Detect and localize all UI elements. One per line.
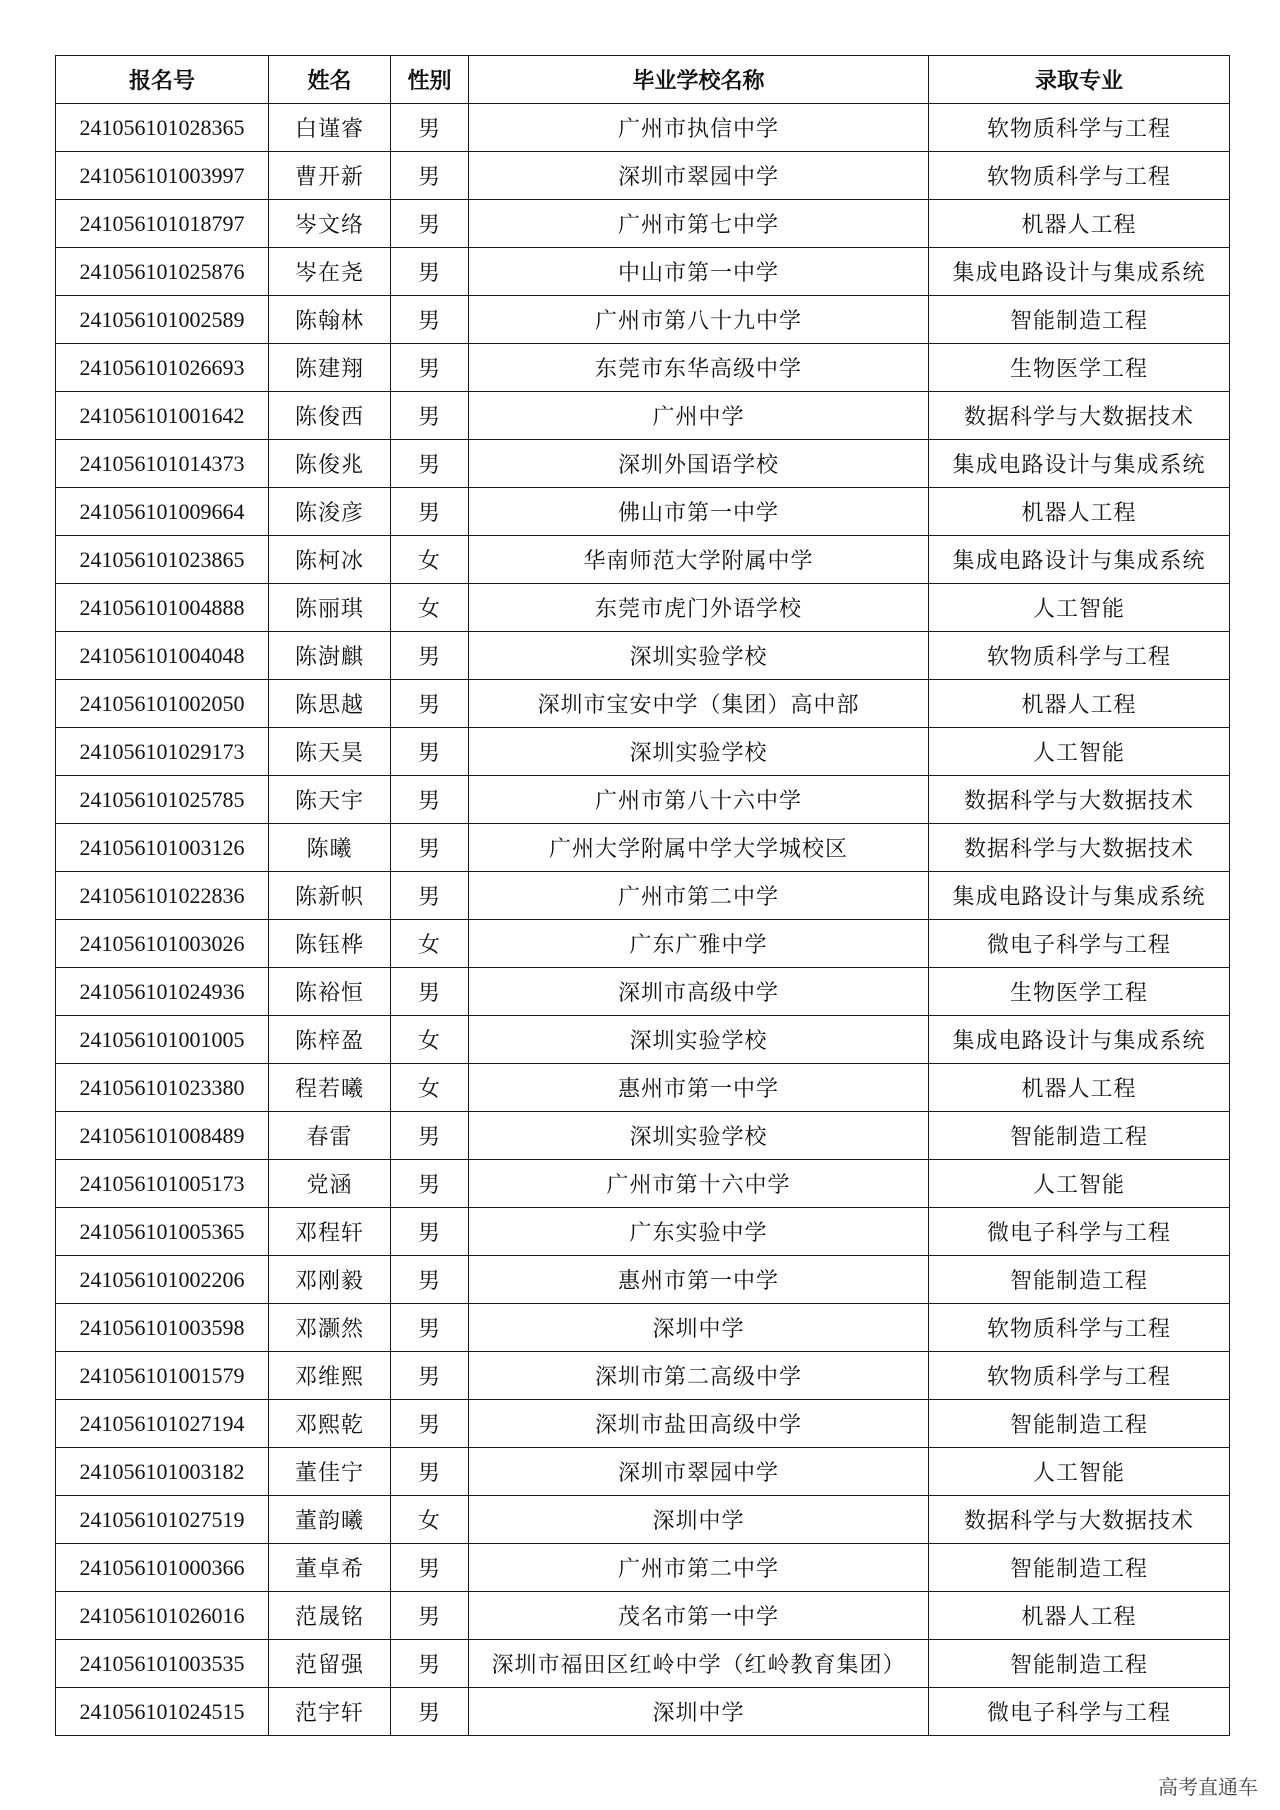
name-cell: 董卓希 [269, 1544, 391, 1592]
name-cell: 邓熙乾 [269, 1400, 391, 1448]
school-cell: 东莞市东华高级中学 [469, 344, 929, 392]
school-cell: 广州市第二中学 [469, 1544, 929, 1592]
gender-cell: 男 [391, 440, 469, 488]
school-cell: 深圳市翠园中学 [469, 152, 929, 200]
name-cell: 陈思越 [269, 680, 391, 728]
gender-cell: 男 [391, 1544, 469, 1592]
table-row [56, 632, 1230, 680]
major-cell: 数据科学与大数据技术 [929, 1496, 1230, 1544]
name-cell: 白谨睿 [269, 104, 391, 152]
registration-number-cell: 241056101002206 [56, 1256, 269, 1304]
registration-number-cell: 241056101029173 [56, 728, 269, 776]
registration-number-cell: 241056101023865 [56, 536, 269, 584]
gender-cell: 男 [391, 200, 469, 248]
table-row [56, 680, 1230, 728]
major-cell: 软物质科学与工程 [929, 1352, 1230, 1400]
gender-cell: 男 [391, 968, 469, 1016]
gender-cell: 女 [391, 536, 469, 584]
school-cell: 东莞市虎门外语学校 [469, 584, 929, 632]
major-cell: 人工智能 [929, 1448, 1230, 1496]
school-cell: 深圳市高级中学 [469, 968, 929, 1016]
school-cell: 深圳中学 [469, 1688, 929, 1736]
major-cell: 集成电路设计与集成系统 [929, 248, 1230, 296]
table-header-row [56, 56, 1230, 104]
school-cell: 华南师范大学附属中学 [469, 536, 929, 584]
name-cell: 陈梓盈 [269, 1016, 391, 1064]
major-cell: 集成电路设计与集成系统 [929, 1016, 1230, 1064]
gender-cell: 男 [391, 872, 469, 920]
school-cell: 广州市第二中学 [469, 872, 929, 920]
school-cell: 惠州市第一中学 [469, 1256, 929, 1304]
gender-cell: 男 [391, 392, 469, 440]
table-row [56, 1064, 1230, 1112]
school-cell: 广州大学附属中学大学城校区 [469, 824, 929, 872]
table-row [56, 1256, 1230, 1304]
gender-cell: 男 [391, 1352, 469, 1400]
registration-number-cell: 241056101005365 [56, 1208, 269, 1256]
registration-number-cell: 241056101003598 [56, 1304, 269, 1352]
gender-cell: 男 [391, 632, 469, 680]
school-cell: 中山市第一中学 [469, 248, 929, 296]
school-cell: 深圳市翠园中学 [469, 1448, 929, 1496]
registration-number-cell: 241056101003126 [56, 824, 269, 872]
school-cell: 佛山市第一中学 [469, 488, 929, 536]
school-cell: 深圳实验学校 [469, 728, 929, 776]
major-cell: 集成电路设计与集成系统 [929, 872, 1230, 920]
table-row [56, 248, 1230, 296]
major-cell: 智能制造工程 [929, 296, 1230, 344]
table-row [56, 1496, 1230, 1544]
name-cell: 程若曦 [269, 1064, 391, 1112]
admission-table [55, 55, 1230, 1736]
registration-number-cell: 241056101027194 [56, 1400, 269, 1448]
table-row [56, 1640, 1230, 1688]
gender-cell: 男 [391, 1400, 469, 1448]
major-cell: 机器人工程 [929, 1592, 1230, 1640]
table-row [56, 344, 1230, 392]
school-cell: 深圳实验学校 [469, 632, 929, 680]
school-cell: 深圳市第二高级中学 [469, 1352, 929, 1400]
table-row [56, 1592, 1230, 1640]
school-cell: 深圳市盐田高级中学 [469, 1400, 929, 1448]
name-cell: 范晟铭 [269, 1592, 391, 1640]
major-cell: 智能制造工程 [929, 1640, 1230, 1688]
major-cell: 生物医学工程 [929, 968, 1230, 1016]
major-cell: 智能制造工程 [929, 1112, 1230, 1160]
registration-number-cell: 241056101014373 [56, 440, 269, 488]
registration-number-cell: 241056101003026 [56, 920, 269, 968]
name-cell: 范留强 [269, 1640, 391, 1688]
header-school: 毕业学校名称 [469, 56, 929, 104]
school-cell: 深圳中学 [469, 1496, 929, 1544]
name-cell: 邓程轩 [269, 1208, 391, 1256]
major-cell: 生物医学工程 [929, 344, 1230, 392]
table-row [56, 1016, 1230, 1064]
school-cell: 深圳市宝安中学（集团）高中部 [469, 680, 929, 728]
table-row [56, 536, 1230, 584]
table-row [56, 104, 1230, 152]
school-cell: 广州市执信中学 [469, 104, 929, 152]
gender-cell: 女 [391, 920, 469, 968]
table-row [56, 920, 1230, 968]
name-cell: 岑文络 [269, 200, 391, 248]
major-cell: 微电子科学与工程 [929, 920, 1230, 968]
major-cell: 人工智能 [929, 1160, 1230, 1208]
name-cell: 岑在尧 [269, 248, 391, 296]
gender-cell: 男 [391, 1160, 469, 1208]
table-row [56, 296, 1230, 344]
registration-number-cell: 241056101027519 [56, 1496, 269, 1544]
name-cell: 陈柯冰 [269, 536, 391, 584]
table-row [56, 968, 1230, 1016]
gender-cell: 男 [391, 824, 469, 872]
registration-number-cell: 241056101004048 [56, 632, 269, 680]
header-gender: 性别 [391, 56, 469, 104]
table-row [56, 1160, 1230, 1208]
major-cell: 软物质科学与工程 [929, 152, 1230, 200]
table-row [56, 440, 1230, 488]
name-cell: 陈澍麒 [269, 632, 391, 680]
school-cell: 深圳中学 [469, 1304, 929, 1352]
school-cell: 深圳实验学校 [469, 1016, 929, 1064]
table-row [56, 1112, 1230, 1160]
name-cell: 陈建翔 [269, 344, 391, 392]
school-cell: 惠州市第一中学 [469, 1064, 929, 1112]
major-cell: 智能制造工程 [929, 1400, 1230, 1448]
major-cell: 人工智能 [929, 728, 1230, 776]
major-cell: 人工智能 [929, 584, 1230, 632]
table-row [56, 1352, 1230, 1400]
table-row [56, 200, 1230, 248]
name-cell: 陈俊西 [269, 392, 391, 440]
major-cell: 软物质科学与工程 [929, 632, 1230, 680]
name-cell: 陈裕恒 [269, 968, 391, 1016]
table-row [56, 1400, 1230, 1448]
name-cell: 范宇轩 [269, 1688, 391, 1736]
name-cell: 春雷 [269, 1112, 391, 1160]
gender-cell: 女 [391, 1496, 469, 1544]
gender-cell: 男 [391, 776, 469, 824]
gender-cell: 男 [391, 1688, 469, 1736]
table-row [56, 1448, 1230, 1496]
registration-number-cell: 241056101001642 [56, 392, 269, 440]
registration-number-cell: 241056101025876 [56, 248, 269, 296]
table-row [56, 1688, 1230, 1736]
school-cell: 深圳市福田区红岭中学（红岭教育集团） [469, 1640, 929, 1688]
school-cell: 广州市第八十六中学 [469, 776, 929, 824]
major-cell: 机器人工程 [929, 200, 1230, 248]
header-major: 录取专业 [929, 56, 1230, 104]
name-cell: 陈天宇 [269, 776, 391, 824]
name-cell: 陈丽琪 [269, 584, 391, 632]
registration-number-cell: 241056101000366 [56, 1544, 269, 1592]
name-cell: 陈曦 [269, 824, 391, 872]
school-cell: 广东广雅中学 [469, 920, 929, 968]
table-row [56, 488, 1230, 536]
name-cell: 董韵曦 [269, 1496, 391, 1544]
header-registration-number: 报名号 [56, 56, 269, 104]
name-cell: 邓刚毅 [269, 1256, 391, 1304]
major-cell: 智能制造工程 [929, 1256, 1230, 1304]
major-cell: 软物质科学与工程 [929, 104, 1230, 152]
watermark-text: 高考直通车 [1158, 1775, 1258, 1799]
registration-number-cell: 241056101009664 [56, 488, 269, 536]
gender-cell: 男 [391, 248, 469, 296]
school-cell: 广州市第十六中学 [469, 1160, 929, 1208]
registration-number-cell: 241056101008489 [56, 1112, 269, 1160]
gender-cell: 男 [391, 728, 469, 776]
gender-cell: 男 [391, 1112, 469, 1160]
name-cell: 曹开新 [269, 152, 391, 200]
name-cell: 陈翰林 [269, 296, 391, 344]
table-row [56, 1544, 1230, 1592]
gender-cell: 女 [391, 584, 469, 632]
school-cell: 广东实验中学 [469, 1208, 929, 1256]
major-cell: 微电子科学与工程 [929, 1688, 1230, 1736]
table-row [56, 872, 1230, 920]
registration-number-cell: 241056101001005 [56, 1016, 269, 1064]
gender-cell: 男 [391, 104, 469, 152]
table-row [56, 776, 1230, 824]
school-cell: 广州中学 [469, 392, 929, 440]
school-cell: 深圳实验学校 [469, 1112, 929, 1160]
registration-number-cell: 241056101023380 [56, 1064, 269, 1112]
major-cell: 微电子科学与工程 [929, 1208, 1230, 1256]
registration-number-cell: 241056101024936 [56, 968, 269, 1016]
major-cell: 集成电路设计与集成系统 [929, 536, 1230, 584]
school-cell: 深圳外国语学校 [469, 440, 929, 488]
table-row [56, 728, 1230, 776]
table-row [56, 584, 1230, 632]
gender-cell: 男 [391, 1304, 469, 1352]
gender-cell: 男 [391, 344, 469, 392]
gender-cell: 男 [391, 1592, 469, 1640]
gender-cell: 男 [391, 1640, 469, 1688]
name-cell: 邓灏然 [269, 1304, 391, 1352]
registration-number-cell: 241056101002589 [56, 296, 269, 344]
registration-number-cell: 241056101003535 [56, 1640, 269, 1688]
name-cell: 陈浚彦 [269, 488, 391, 536]
name-cell: 陈俊兆 [269, 440, 391, 488]
name-cell: 邓维熙 [269, 1352, 391, 1400]
name-cell: 党涵 [269, 1160, 391, 1208]
registration-number-cell: 241056101018797 [56, 200, 269, 248]
registration-number-cell: 241056101005173 [56, 1160, 269, 1208]
gender-cell: 男 [391, 488, 469, 536]
name-cell: 陈新帜 [269, 872, 391, 920]
table-row [56, 1208, 1230, 1256]
gender-cell: 男 [391, 152, 469, 200]
gender-cell: 女 [391, 1016, 469, 1064]
table-row [56, 824, 1230, 872]
name-cell: 董佳宁 [269, 1448, 391, 1496]
major-cell: 数据科学与大数据技术 [929, 392, 1230, 440]
registration-number-cell: 241056101004888 [56, 584, 269, 632]
gender-cell: 男 [391, 680, 469, 728]
header-name: 姓名 [269, 56, 391, 104]
school-cell: 茂名市第一中学 [469, 1592, 929, 1640]
major-cell: 机器人工程 [929, 488, 1230, 536]
major-cell: 机器人工程 [929, 680, 1230, 728]
registration-number-cell: 241056101003997 [56, 152, 269, 200]
registration-number-cell: 241056101003182 [56, 1448, 269, 1496]
registration-number-cell: 241056101025785 [56, 776, 269, 824]
registration-number-cell: 241056101028365 [56, 104, 269, 152]
table-row [56, 1304, 1230, 1352]
major-cell: 数据科学与大数据技术 [929, 824, 1230, 872]
major-cell: 数据科学与大数据技术 [929, 776, 1230, 824]
major-cell: 智能制造工程 [929, 1544, 1230, 1592]
major-cell: 集成电路设计与集成系统 [929, 440, 1230, 488]
registration-number-cell: 241056101001579 [56, 1352, 269, 1400]
registration-number-cell: 241056101026016 [56, 1592, 269, 1640]
registration-number-cell: 241056101022836 [56, 872, 269, 920]
gender-cell: 男 [391, 1448, 469, 1496]
gender-cell: 女 [391, 1064, 469, 1112]
major-cell: 软物质科学与工程 [929, 1304, 1230, 1352]
registration-number-cell: 241056101026693 [56, 344, 269, 392]
school-cell: 广州市第八十九中学 [469, 296, 929, 344]
gender-cell: 男 [391, 1208, 469, 1256]
school-cell: 广州市第七中学 [469, 200, 929, 248]
name-cell: 陈天昊 [269, 728, 391, 776]
table-row [56, 152, 1230, 200]
major-cell: 机器人工程 [929, 1064, 1230, 1112]
table-row [56, 392, 1230, 440]
gender-cell: 男 [391, 296, 469, 344]
gender-cell: 男 [391, 1256, 469, 1304]
table-body [56, 104, 1230, 1736]
name-cell: 陈钰桦 [269, 920, 391, 968]
registration-number-cell: 241056101024515 [56, 1688, 269, 1736]
registration-number-cell: 241056101002050 [56, 680, 269, 728]
